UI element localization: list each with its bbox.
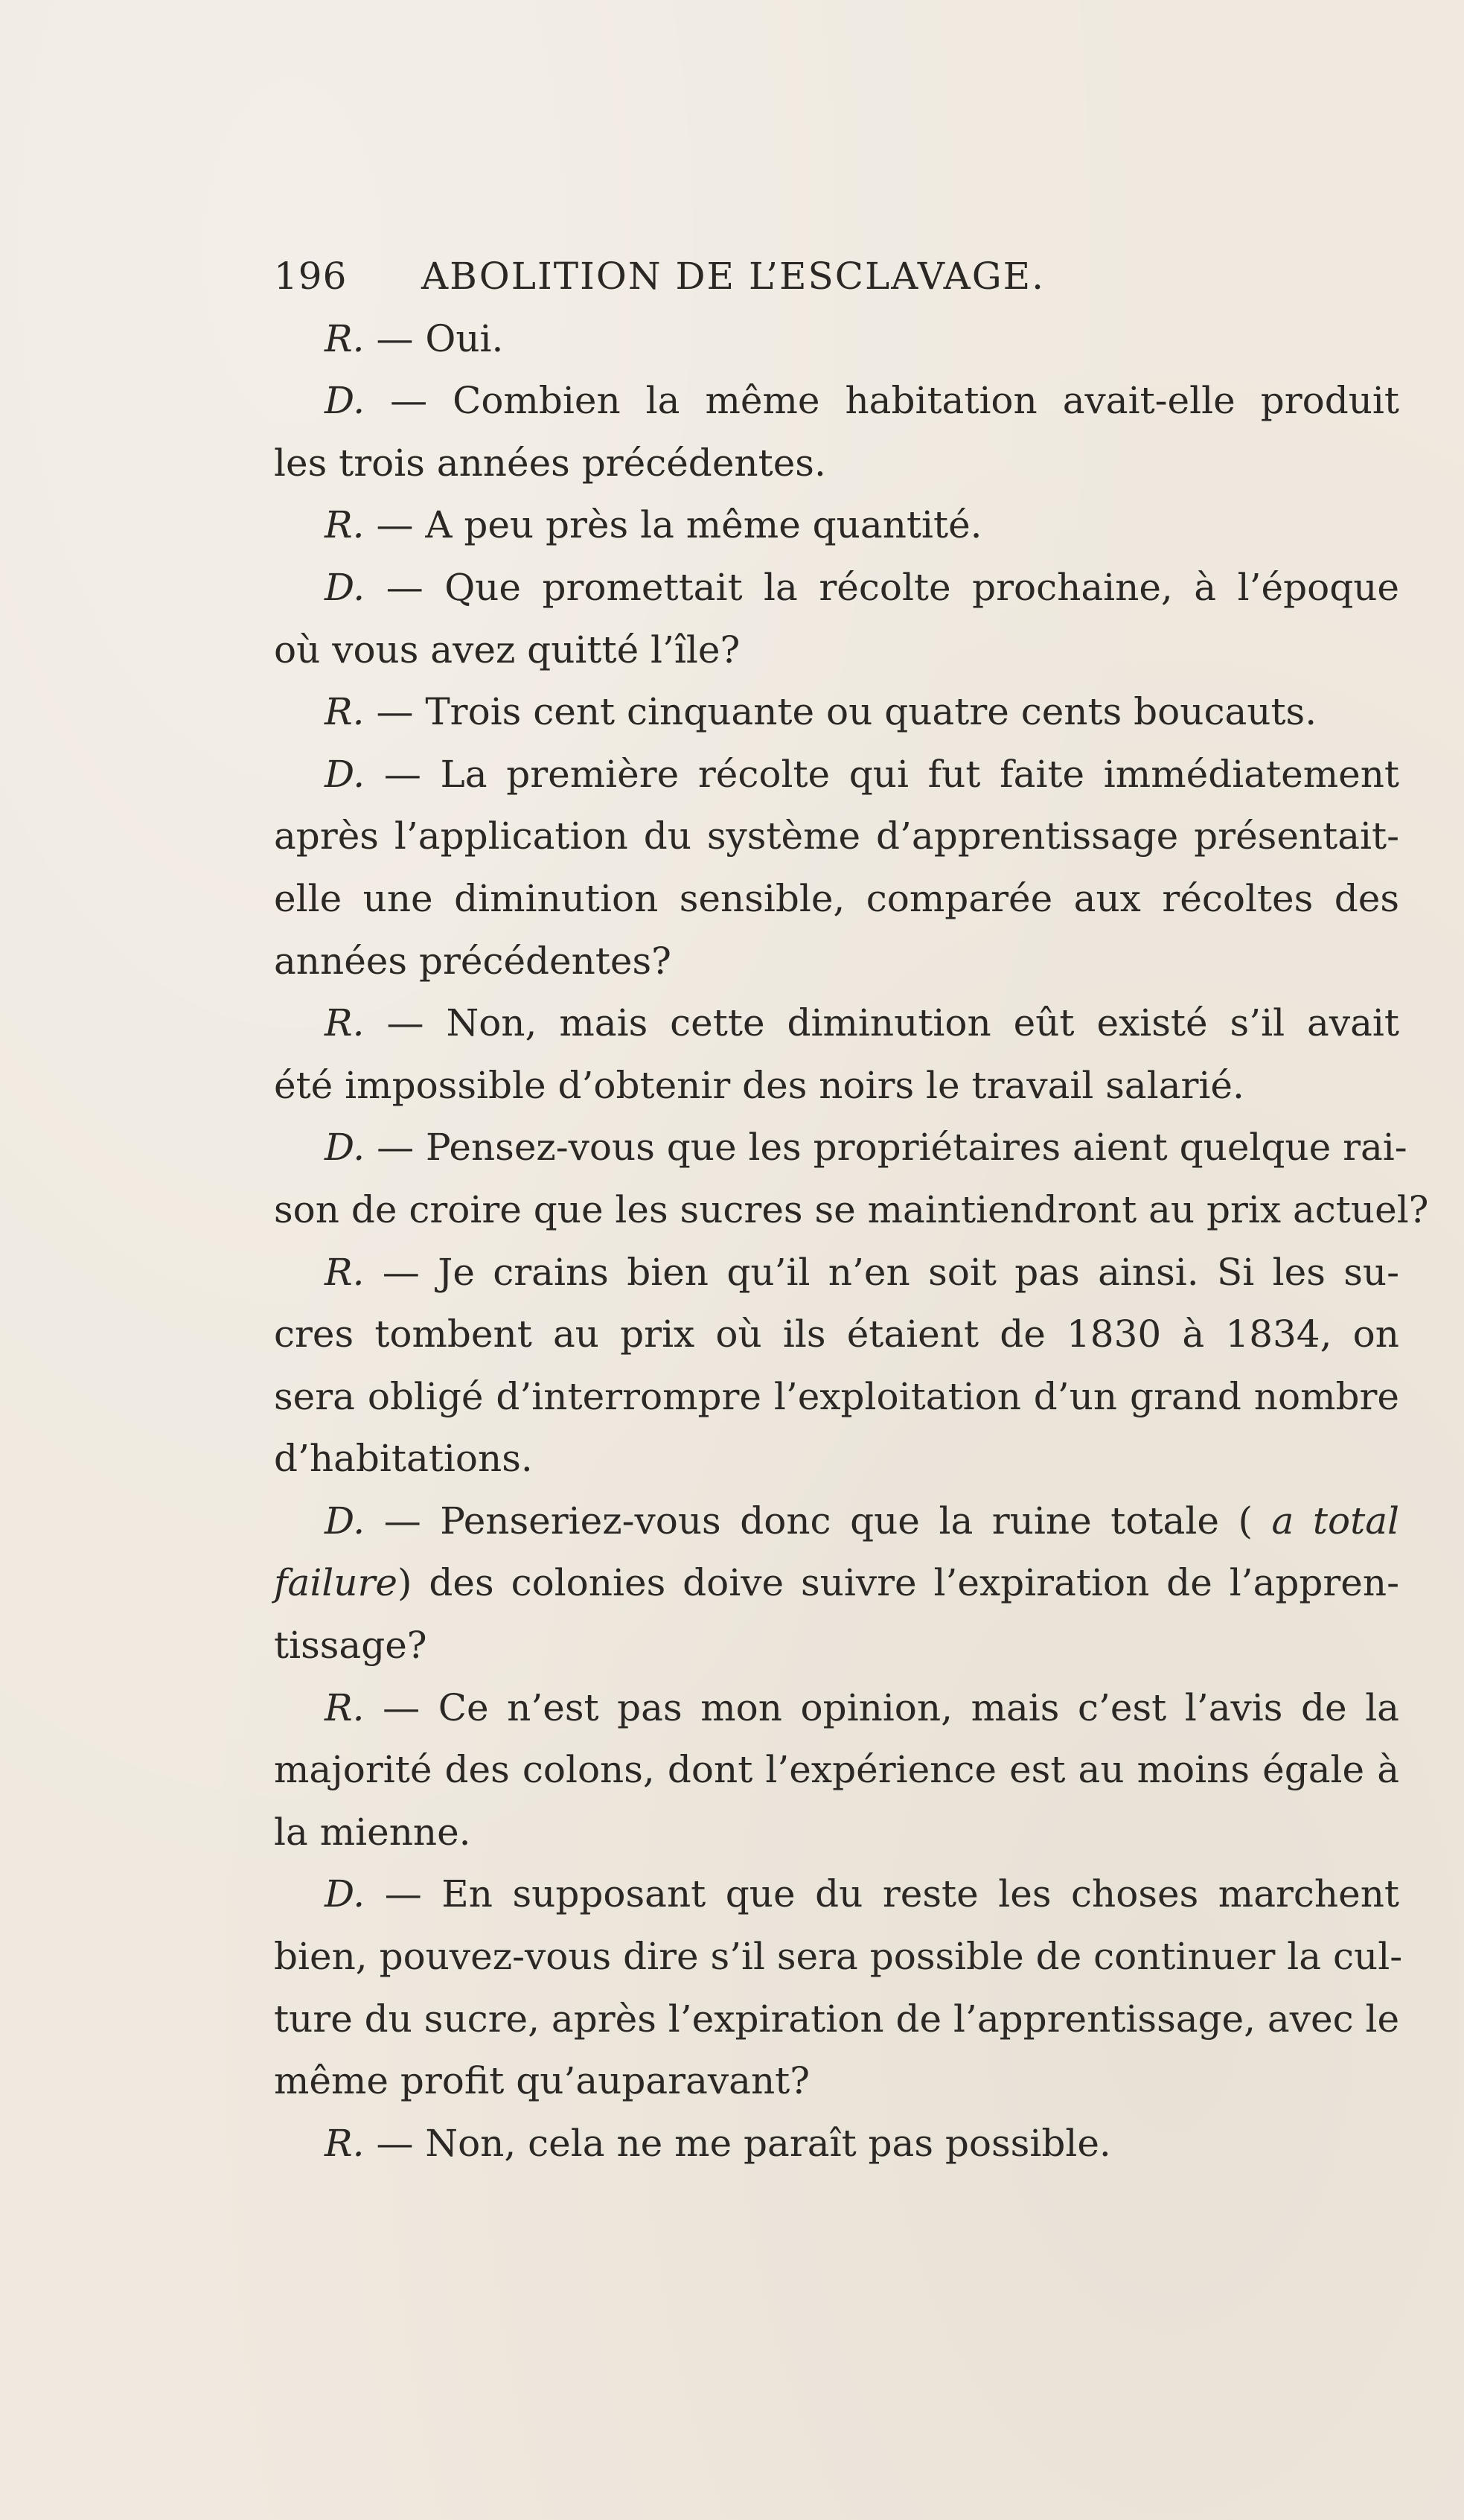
line-text: — Pensez-vous que les propriétaires aient quelque rai- — [365, 1126, 1407, 1170]
text-line — [274, 868, 1399, 931]
text-line — [274, 1615, 1399, 1677]
text-line — [274, 1304, 1399, 1366]
line-text: — Ce n’est pas mon opinion, mais c’est l’avis de la — [364, 1685, 1399, 1729]
line-text: d’habitations. — [274, 1437, 533, 1481]
text-line — [274, 619, 1399, 682]
text-line — [274, 681, 1399, 744]
text-line — [274, 1117, 1407, 1179]
line-text: — Non, mais cette diminution eût existé s’il avait — [364, 1001, 1399, 1045]
line-text: — Oui. — [364, 316, 504, 360]
italic-text: failure — [274, 1561, 397, 1605]
line-text: — Trois cent cinquante ou quatre cents boucauts. — [364, 690, 1317, 734]
line-text: bien, pouvez-vous dire s’il sera possible de continuer la cul- — [274, 1935, 1403, 1979]
text-line — [274, 1677, 1399, 1740]
text-line — [274, 744, 1399, 806]
line-text: cres tombent au prix où ils étaient de 1830 à 1834, on — [274, 1312, 1399, 1356]
text-line — [274, 308, 1399, 371]
text-line — [274, 1802, 1399, 1864]
text-line — [274, 931, 1399, 993]
line-text: majorité des colons, dont l’expérience est au moins égale à — [274, 1748, 1399, 1792]
text-line — [274, 1242, 1399, 1304]
italic-text: a total — [1271, 1499, 1399, 1543]
line-text: — A peu près la même quantité. — [364, 503, 982, 547]
line-text: années précédentes? — [274, 939, 671, 983]
speaker-label: D. — [325, 1872, 365, 1916]
speaker-label: R. — [325, 2121, 365, 2165]
text-line — [274, 2050, 1399, 2113]
line-text: sera obligé d’interrompre l’exploitation d’un grand nombre — [274, 1374, 1399, 1418]
line-text: — Non, cela ne me paraît pas possible. — [364, 2121, 1111, 2165]
line-text: — Penseriez-vous donc que la ruine totale ( — [365, 1499, 1272, 1543]
line-text: — Que promettait la récolte prochaine, à l’époque — [365, 565, 1399, 609]
line-text: été impossible d’obtenir des noirs le travail salarié. — [274, 1063, 1244, 1107]
line-text: la mienne. — [274, 1810, 471, 1854]
line-text: ture du sucre, après l’expiration de l’apprentissage, avec le — [274, 1997, 1400, 2041]
line-text: après l’application du système d’apprentissage présentait- — [274, 814, 1399, 858]
line-text: ) des colonies doive suivre l’expiration de l’appren- — [397, 1561, 1399, 1605]
speaker-label: R. — [325, 1250, 365, 1294]
text-block — [274, 246, 1429, 2175]
text-line — [274, 1739, 1399, 1802]
speaker-label: D. — [325, 752, 365, 796]
text-line — [274, 1926, 1403, 1988]
speaker-label: R. — [325, 316, 365, 360]
text-line — [274, 1863, 1399, 1926]
text-line — [274, 370, 1399, 433]
line-text: — En supposant que du reste les choses marchent — [365, 1872, 1399, 1916]
text-line — [274, 2113, 1399, 2175]
speaker-label: R. — [325, 503, 365, 547]
text-line — [274, 1552, 1399, 1615]
text-line — [274, 992, 1399, 1055]
speaker-label: R. — [325, 1001, 365, 1045]
page-number: 196 — [274, 255, 348, 298]
speaker-label: D. — [325, 1499, 365, 1543]
line-text: elle une diminution sensible, comparée aux récoltes des — [274, 876, 1399, 920]
text-line — [274, 557, 1399, 619]
line-text: — Combien la même habitation avait-elle produit — [365, 379, 1399, 423]
text-line — [274, 1490, 1399, 1553]
speaker-label: D. — [325, 379, 365, 423]
line-text: tissage? — [274, 1624, 427, 1668]
text-line — [274, 494, 1399, 557]
line-text: — La première récolte qui fut faite immédiatement — [365, 752, 1399, 796]
speaker-label: R. — [325, 1685, 365, 1729]
text-line — [274, 1055, 1399, 1117]
text-line — [274, 1428, 1399, 1490]
text-line — [274, 433, 1399, 495]
text-line — [274, 806, 1399, 868]
text-line — [274, 1366, 1399, 1429]
dialogue-text — [274, 308, 1429, 2175]
line-text: où vous avez quitté l’île? — [274, 628, 741, 672]
line-text: — Je crains bien qu’il n’en soit pas ainsi. Si les su- — [364, 1250, 1399, 1294]
speaker-label: D. — [325, 565, 365, 609]
line-text: même profit qu’auparavant? — [274, 2059, 811, 2103]
speaker-label: D. — [325, 1126, 365, 1170]
running-head: ABOLITION DE L’ESCLAVAGE. — [421, 255, 1046, 298]
speaker-label: R. — [325, 690, 365, 734]
line-text: son de croire que les sucres se maintiendront au prix actuel? — [274, 1187, 1429, 1231]
line-text: les trois années précédentes. — [274, 441, 826, 485]
text-line — [274, 1179, 1429, 1242]
text-line — [274, 1988, 1399, 2051]
page-header — [274, 246, 1399, 308]
